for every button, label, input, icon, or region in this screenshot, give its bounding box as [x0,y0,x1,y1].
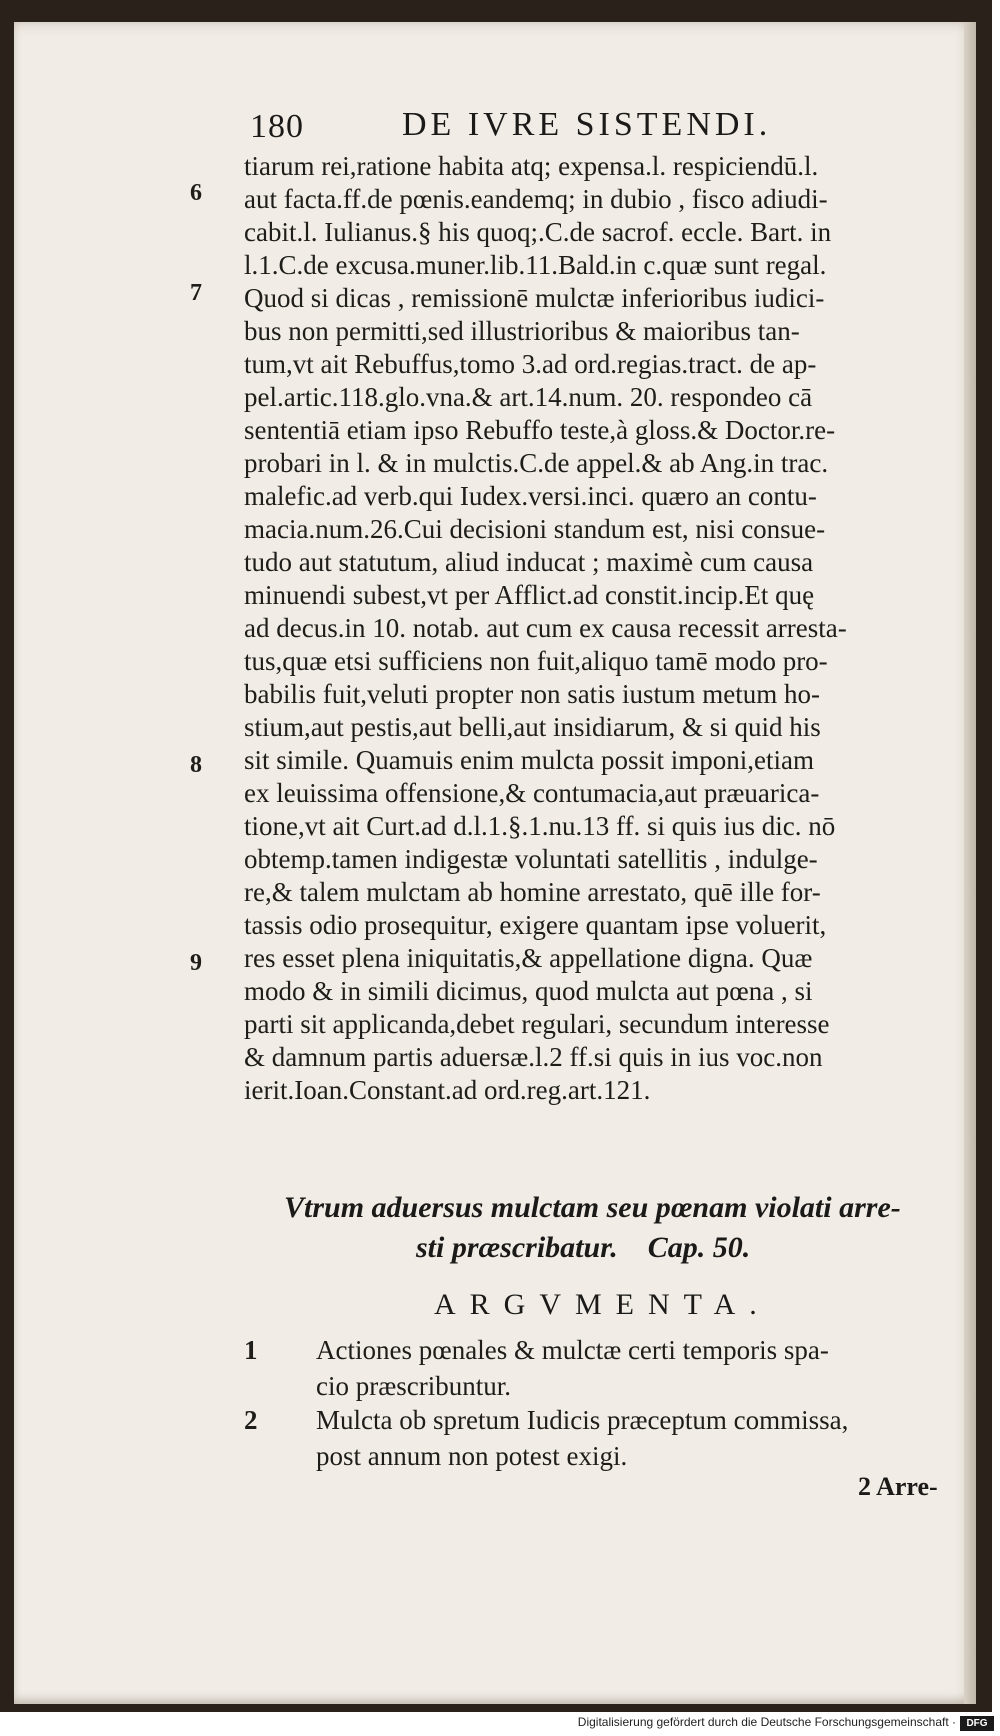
text-line: modo & in simili dicimus, quod mulcta aut pœna , si [244,976,813,1006]
margin-number: 8 [190,752,202,778]
dfg-logo-icon: DFG [960,1716,994,1731]
argument-text-line: Actiones pœnales & mulctæ certi temporis spa- [316,1335,829,1365]
text-line: ad decus.in 10. notab. aut cum ex causa recessit arresta- [244,613,847,643]
text-line: tassis odio prosequitur, exigere quantam ipse voluerit, [244,910,827,940]
text-line: & damnum partis aduersæ.l.2 ff.si quis in ius voc.non [244,1042,823,1072]
chapter-heading-text: sti præscribatur. [416,1231,618,1264]
running-title: DE IVRE SISTENDI. [402,106,772,143]
chapter-heading-line2 [284,1228,944,1268]
digitization-credit: Digitalisierung gefördert durch die Deutsche Forschungsgemeinschaft · [577,1715,956,1729]
text-line: res esset plena iniquitatis,& appellatione digna. Quæ [244,943,813,973]
text-line: Quod si dicas , remissionē mulctæ inferioribus iudici- [244,283,825,313]
argument-text-line: cio præscribuntur. [316,1371,511,1401]
margin-number: 9 [190,950,202,976]
text-line: malefic.ad verb.qui Iudex.versi.inci. quæro an contu- [244,481,817,511]
text-line: l.1.C.de excusa.muner.lib.11.Bald.in c.quæ sunt regal. [244,250,827,280]
text-line: obtemp.tamen indigestæ voluntati satellitis , indulge- [244,844,818,874]
text-line: probari in l. & in mulctis.C.de appel.& ab Ang.in trac. [244,448,829,478]
text-line: ex leuissima offensione,& contumacia,aut præuarica- [244,778,820,808]
text-line: tiarum rei,ratione habita atq; expensa.l. respiciendū.l. [244,151,819,181]
argument-number: 2 [244,1405,258,1435]
text-line: tudo aut statutum, aliud inducat ; maximè cum causa [244,547,814,577]
text-line: re,& talem mulctam ab homine arrestato, quē ille for- [244,877,821,907]
catchword: 2 Arre- [858,1472,938,1501]
text-line: bus non permitti,sed illustrioribus & maioribus tan- [244,316,800,346]
margin-number: 7 [190,280,202,306]
chapter-number: Cap. 50. [647,1231,751,1264]
argument-item [244,1332,964,1404]
chapter-heading [284,1188,944,1268]
text-line: tione,vt ait Curt.ad d.l.1.§.1.nu.13 ff. si quis ius dic. nō [244,811,836,841]
text-line: babilis fuit,veluti propter non satis iustum metum ho- [244,679,820,709]
book-page [14,22,976,1704]
arguments-title: ARGVMENTA. [434,1288,771,1321]
body-text [244,150,944,1107]
argument-text-line: post annum non potest exigi. [316,1441,628,1471]
margin-number: 6 [190,180,202,206]
text-line: parti sit applicanda,debet regulari, secundum interesse [244,1009,830,1039]
text-line: stium,aut pestis,aut belli,aut insidiarum, & si quid his [244,712,821,742]
text-line: ierit.Ioan.Constant.ad ord.reg.art.121. [244,1075,651,1105]
text-line: minuendi subest,vt per Afflict.ad constit.incip.Et quę [244,580,815,610]
text-line: tus,quæ etsi sufficiens non fuit,aliquo tamē modo pro- [244,646,828,676]
page-edge [964,22,976,1704]
text-line: sit simile. Quamuis enim mulcta possit imponi,etiam [244,745,814,775]
text-line: cabit.l. Iulianus.§ his quoq;.C.de sacrof. eccle. Bart. in [244,217,832,247]
text-line: pel.artic.118.glo.vna.& art.14.num. 20. respondeo cā [244,382,813,412]
argument-text-line: Mulcta ob spretum Iudicis præceptum commissa, [316,1405,849,1435]
page-number: 180 [250,108,304,145]
text-line: sententiā etiam ipso Rebuffo teste,à gloss.& Doctor.re- [244,415,836,445]
footer-bar [0,1712,1000,1736]
text-line: tum,vt ait Rebuffus,tomo 3.ad ord.regias.tract. de ap- [244,349,817,379]
page-header [14,102,976,152]
chapter-heading-line1: Vtrum aduersus mulctam seu pœnam violati arre- [284,1191,901,1224]
argument-number: 1 [244,1335,258,1365]
text-line: macia.num.26.Cui decisioni standum est, nisi consue- [244,514,826,544]
argument-item [244,1402,964,1474]
text-line: aut facta.ff.de pœnis.eandemq; in dubio , fisco adiudi- [244,184,828,214]
